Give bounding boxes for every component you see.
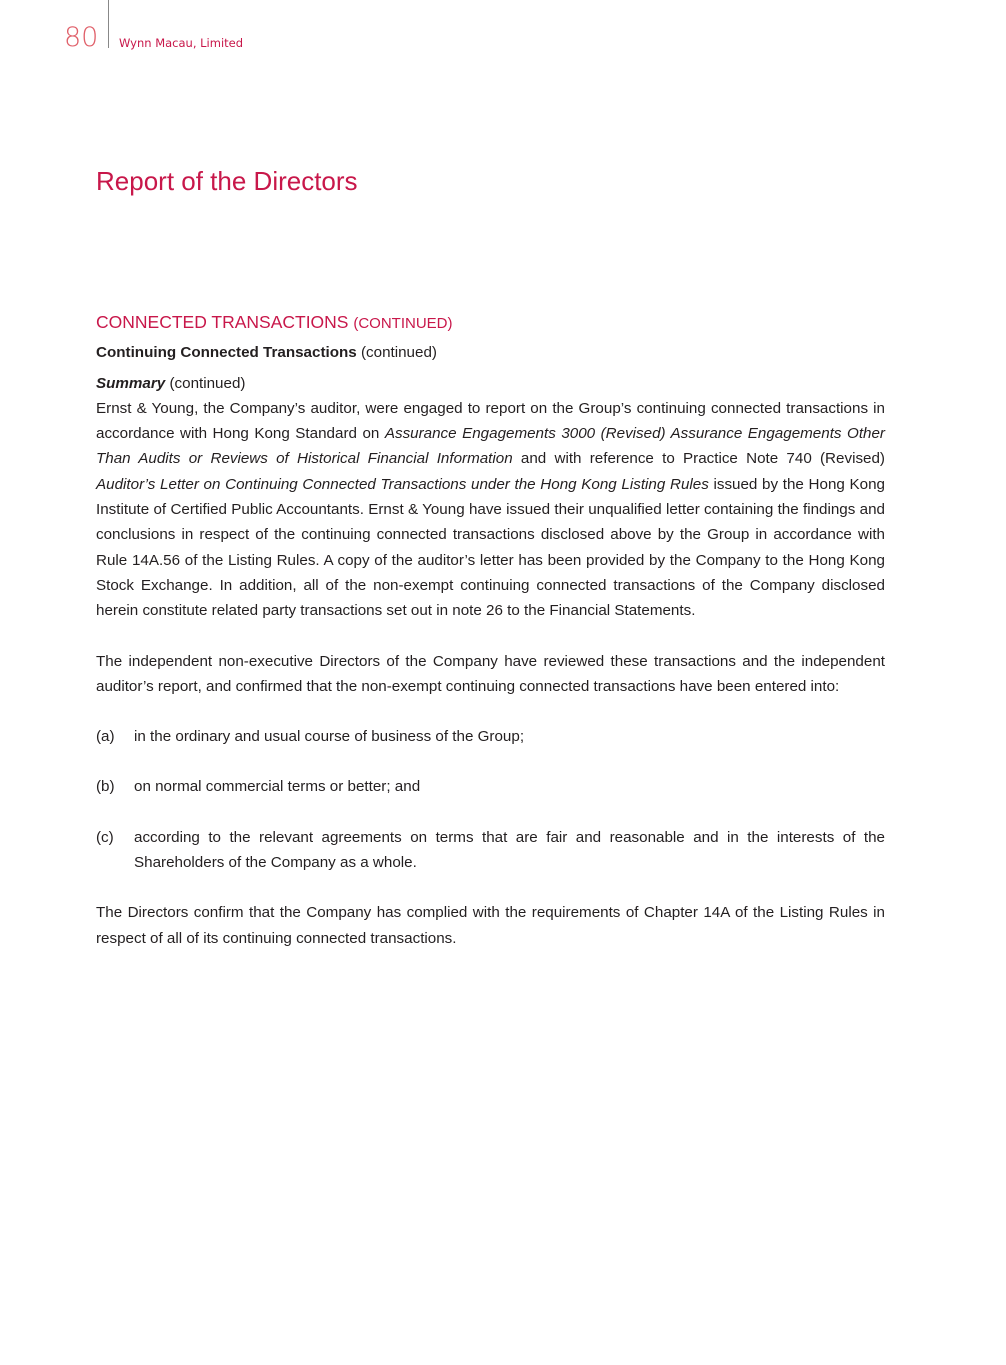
item-text: according to the relevant agreements on terms that are fair and reasonable and in the interests of the Shareholders of the Company as a whole. (134, 828, 885, 872)
page-title: Report of the Directors (96, 166, 358, 196)
subsubheading (96, 371, 885, 396)
subsubheading-suffix: (continued) (169, 374, 246, 392)
page-number: 80 (64, 22, 99, 53)
text-segment: issued by the Hong Kong Institute of Certified Public Accountants. Ernst & Young have issued their unqualified letter containing the findings and conclusions in respect of the continuing connected transactions disclosed above by the Group in accordance with Rule 14A.56 of the Listing Rules. A copy of the auditor’s letter has been provided by the Company to the Hong Kong Stock Exchange. In addition, all of the non-exempt continuing connected transactions of the Company disclosed herein constitute related party transactions set out in note 26 to the Financial Statements. (96, 475, 885, 620)
subheading (96, 340, 885, 365)
heading-suffix: (CONTINUED) (353, 315, 453, 332)
item-label: (b) (96, 778, 115, 796)
paragraph-review: The independent non-executive Directors of the Company have reviewed these transactions and the independent auditor’s report, and confirmed that the non-exempt continuing connected transactions have been entered into: (96, 652, 885, 695)
subheading-suffix: (continued) (360, 344, 437, 362)
list-item (96, 724, 885, 749)
text-segment: and with reference to Practice Note 740 (Revised) (512, 450, 885, 468)
content (96, 310, 885, 951)
section-heading (96, 310, 885, 336)
header-divider (108, 0, 109, 48)
paragraph-auditor (96, 396, 885, 624)
item-text: in the ordinary and usual course of business of the Group; (134, 728, 525, 746)
item-label: (a) (96, 728, 115, 746)
item-label: (c) (96, 828, 114, 846)
item-text: on normal commercial terms or better; and (134, 778, 421, 796)
company-name: Wynn Macau, Limited (119, 36, 244, 50)
subsubheading-text: Summary (96, 374, 166, 392)
list-item (96, 774, 885, 799)
text-segment: Ernst & Young, the Company’s auditor, were engaged to report on the Group’s continuing connected transactions in accordance with Hong Kong Standard on (96, 399, 885, 443)
heading-text: CONNECTED TRANSACTIONS (96, 312, 349, 332)
standard-title: Assurance Engagements 3000 (Revised) Assurance Engagements Other Than Audits or Reviews of Historical Financial Information (96, 425, 885, 468)
paragraph-confirmation: The Directors confirm that the Company has complied with the requirements of Chapter 14A of the Listing Rules in respect of all of its continuing connected transactions. (96, 904, 885, 947)
list-item (96, 825, 885, 876)
practice-note-title: Auditor’s Letter on Continuing Connected Transactions under the Hong Kong Listing Rules (96, 475, 709, 493)
subheading-text: Continuing Connected Transactions (96, 344, 357, 362)
